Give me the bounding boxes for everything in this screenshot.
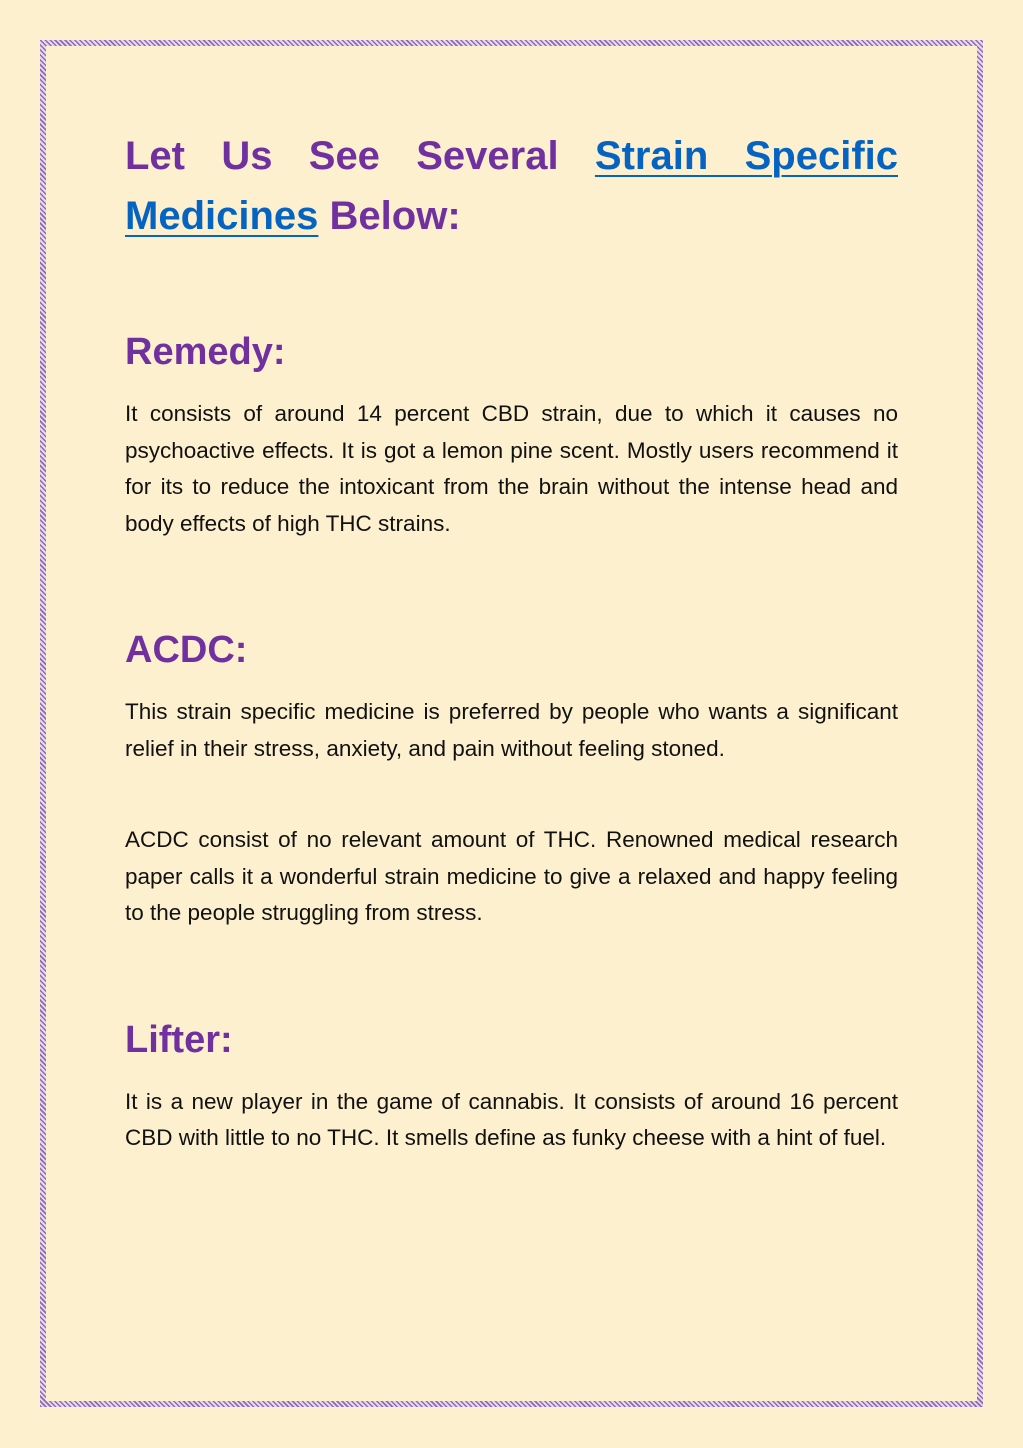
section-heading-lifter: Lifter:	[125, 1018, 233, 1061]
remedy-paragraph: It consists of around 14 percent CBD strain, due to which it causes no psychoactive effects. It is got a lemon pine scent. Mostly users recommend it for its to reduce the intoxicant from the brain without the intense head and body effects of high THC strains.	[125, 401, 898, 536]
document-body	[125, 126, 898, 1157]
page-title	[125, 126, 898, 246]
section-remedy	[125, 330, 898, 542]
section-lifter	[125, 1018, 898, 1157]
lifter-paragraph: It is a new player in the game of cannabis. It consists of around 16 percent CBD with little to no THC. It smells define as funky cheese with a hint of fuel.	[125, 1088, 898, 1150]
section-heading-acdc: ACDC:	[125, 629, 248, 671]
acdc-paragraph-2: ACDC consist of no relevant amount of THC. Renowned medical research paper calls it a wonderful strain medicine to give a relaxed and happy feeling to the people struggling from stress.	[125, 827, 898, 925]
title-text-after: Below:	[329, 194, 461, 238]
strain-specific-medicines-link[interactable]: Strain Specific Medicines	[125, 134, 898, 238]
title-text-before: Let Us See Several	[125, 134, 559, 178]
section-heading-remedy: Remedy:	[125, 331, 286, 373]
acdc-paragraph-1: This strain specific medicine is preferred by people who wants a significant relief in their stress, anxiety, and pain without feeling stoned.	[125, 699, 898, 761]
section-acdc	[125, 628, 898, 932]
